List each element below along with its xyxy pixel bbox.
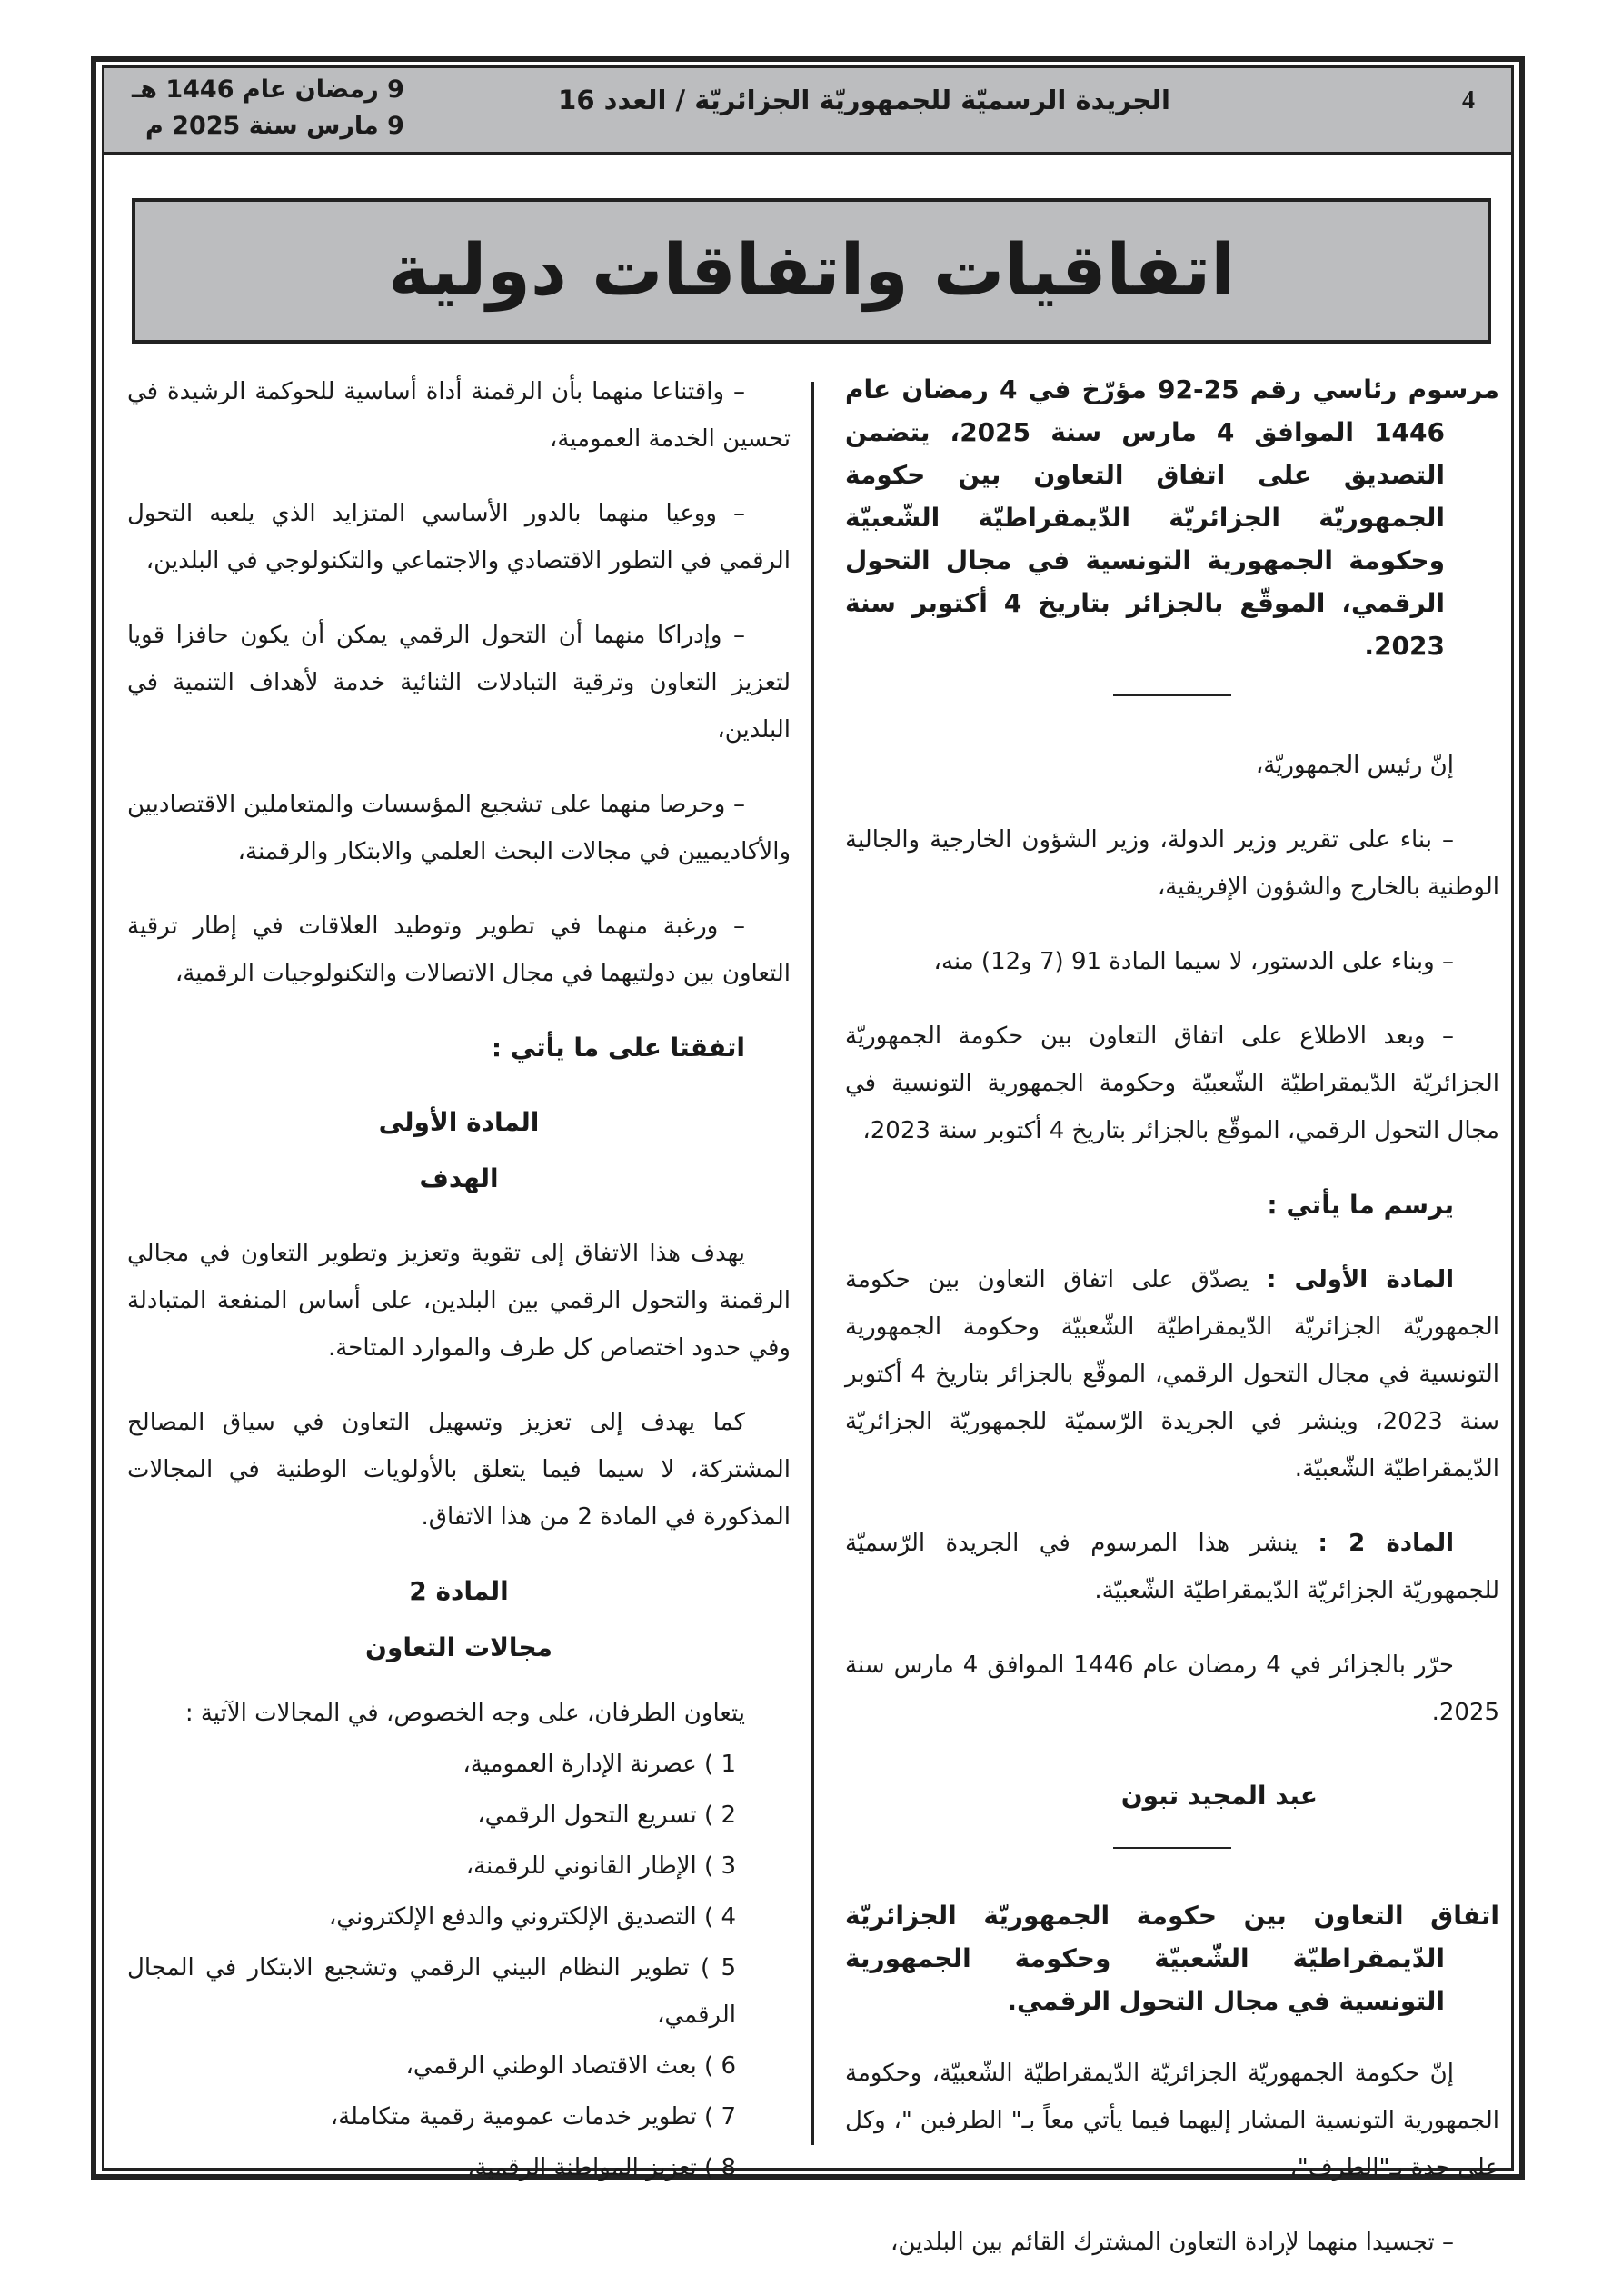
- list-item: 6 ) بعث الاقتصاد الوطني الرقمي،: [405, 2052, 736, 2080]
- list-item: 7 ) تطوير خدمات عمومية رقمية متكاملة،: [330, 2103, 736, 2131]
- consideration: – وبعد الاطلاع على اتفاق التعاون بين حكومة الجمهوريّة الجزائريّة الدّيمقراطيّة الشّعبيّة وحكومة الجمهورية التونسية في مجال التحول الرقمي، الموقّع بالجزائر بتاريخ 4 أكتوبر سنة 2023،: [845, 1023, 1499, 1144]
- left-column: [127, 368, 791, 2195]
- recital: – وإدراكا منهما أن التحول الرقمي يمكن أن يكون حافزا قويا لتعزيز التعاون وترقية التبادلات الثنائية خدمة لأهداف التنمية في البلدين،: [127, 622, 791, 744]
- section-title: اتفاقيات واتفاقات دولية: [388, 230, 1235, 312]
- gazette-header: [104, 68, 1511, 155]
- list-item: 4 ) التصديق الإلكتروني والدفع الإلكتروني،: [328, 1903, 736, 1931]
- right-column: [845, 368, 1499, 2293]
- agreement-title: اتفاق التعاون بين حكومة الجمهوريّة الجزائريّة الدّيمقراطيّة الشّعبيّة وحكومة الجمهورية التونسية في مجال التحول الرقمي.: [845, 1901, 1499, 2016]
- recital: – واقتناعا منهما بأن الرقمنة أداة أساسية للحوكمة الرشيدة في تحسين الخدمة العمومية،: [127, 378, 791, 453]
- list-item: 3 ) الإطار القانوني للرقمنة،: [465, 1852, 736, 1880]
- agreed-heading: اتفقتا على ما يأتي :: [491, 1033, 745, 1063]
- consideration: – بناء على تقرير وزير الدولة، وزير الشؤون الخارجية والجالية الوطنية بالخارج والشؤون الإفريقية،: [845, 826, 1499, 901]
- article-2-intro: يتعاون الطرفان، على وجه الخصوص، في المجالات الآتية :: [184, 1700, 745, 1727]
- article-1-paragraph: يهدف هذا الاتفاق إلى تقوية وتعزيز وتطوير التعاون في مجالي الرقمنة والتحول الرقمي بين البلدين، على أساس المنفعة المتبادلة وفي حدود اختصاص كل طرف والموارد المتاحة.: [127, 1240, 791, 1362]
- section-title-box: [132, 198, 1491, 344]
- consideration: – وبناء على الدستور، لا سيما المادة 91 (7 و12) منه،: [933, 948, 1454, 975]
- signature: عبد المجيد تبون: [1120, 1781, 1318, 1811]
- decree-article-2: [845, 1520, 1499, 1614]
- decrees-heading: يرسم ما يأتي :: [1267, 1190, 1454, 1220]
- date-hijri: 9 رمضان عام 1446 هـ: [132, 75, 404, 104]
- issue-date: [132, 72, 404, 145]
- article-label: المادة الأولى :: [1266, 1266, 1455, 1293]
- column-divider: [811, 382, 814, 2145]
- article-1-subheading: الهدف: [419, 1163, 499, 1193]
- list-item: 1 ) عصرنة الإدارة العمومية،: [463, 1751, 736, 1778]
- article-1-paragraph: كما يهدف إلى تعزيز وتسهيل التعاون في سياق المصالح المشتركة، لا سيما فيما يتعلق بالأولويات الوطنية في المجالات المذكورة في المادة 2 من هذا الاتفاق.: [127, 1409, 791, 1531]
- article-1-heading: المادة الأولى: [378, 1107, 540, 1137]
- article-label: المادة 2 :: [1318, 1530, 1454, 1557]
- gazette-title: الجريدة الرسميّة للجمهوريّة الجزائريّة / العدد 16: [558, 85, 1170, 115]
- article-2-heading: المادة 2: [409, 1576, 509, 1606]
- page-number: 4: [1462, 86, 1475, 115]
- recital: – ووعيا منهما بالدور الأساسي المتزايد الذي يلعبه التحول الرقمي في التطور الاقتصادي والاجتماعي والتكنولوجي في البلدين،: [127, 500, 791, 574]
- agreement-intro: إنّ حكومة الجمهوريّة الجزائريّة الدّيمقراطيّة الشّعبيّة، وحكومة الجمهورية التونسية المشار إليهما فيما يأتي معاً بـ" الطرفين "، وكل على حدة بـ"الطرف"،: [845, 2060, 1499, 2181]
- decree-title: مرسوم رئاسي رقم 25-92 مؤرّخ في 4 رمضان عام 1446 الموافق 4 مارس سنة 2025، يتضمن التصديق على اتفاق التعاون بين حكومة الجمهوريّة الجزائريّة الدّيمقراطيّة الشّعبيّة وحكومة الجمهورية التونسية في مجال التحول الرقمي، الموقّع بالجزائر بتاريخ 4 أكتوبر سنة 2023.: [845, 374, 1499, 661]
- separator-rule: [1113, 694, 1231, 696]
- recital: – ورغبة منهما في تطوير وتوطيد العلاقات في إطار ترقية التعاون بين دولتيهما في مجال الاتصالات والتكنولوجيات الرقمية،: [127, 913, 791, 987]
- article-text: يصدّق على اتفاق التعاون بين حكومة الجمهوريّة الجزائريّة الدّيمقراطيّة الشّعبيّة وحكومة الجمهورية التونسية في مجال التحول الرقمي، الموقّع بالجزائر بتاريخ 4 أكتوبر سنة 2023، وينشر في الجريدة الرّسميّة للجمهوريّة الجزائريّة الدّيمقراطيّة الشّعبيّة.: [845, 1266, 1499, 1482]
- list-item: 8 ) تعزيز المواطنة الرقمية،: [467, 2154, 736, 2181]
- list-item: 2 ) تسريع التحول الرقمي،: [477, 1802, 736, 1829]
- areas-list: [127, 1741, 791, 2191]
- article-text: ينشر هذا المرسوم في الجريدة الرّسميّة للجمهوريّة الجزائريّة الدّيمقراطيّة الشّعبيّة.: [845, 1530, 1499, 1604]
- article-2-subheading: مجالات التعاون: [365, 1632, 552, 1662]
- separator-rule: [1113, 1847, 1231, 1849]
- recital: – وحرصا منهما على تشجيع المؤسسات والمتعاملين الاقتصاديين والأكاديميين في مجالات البحث العلمي والابتكار والرقمنة،: [127, 791, 791, 865]
- done-at: حرّر بالجزائر في 4 رمضان عام 1446 الموافق 4 مارس سنة 2025.: [845, 1652, 1499, 1726]
- president-intro: إنّ رئيس الجمهوريّة،: [1255, 752, 1454, 779]
- agreement-recital: – تجسيدا منهما لإرادة التعاون المشترك القائم بين البلدين،: [891, 2229, 1454, 2256]
- list-item: 5 ) تطوير النظام البيني الرقمي وتشجيع الابتكار في المجال الرقمي،: [127, 1954, 736, 2029]
- date-gregorian: 9 مارس سنة 2025 م: [144, 112, 404, 140]
- decree-article-1: [845, 1256, 1499, 1492]
